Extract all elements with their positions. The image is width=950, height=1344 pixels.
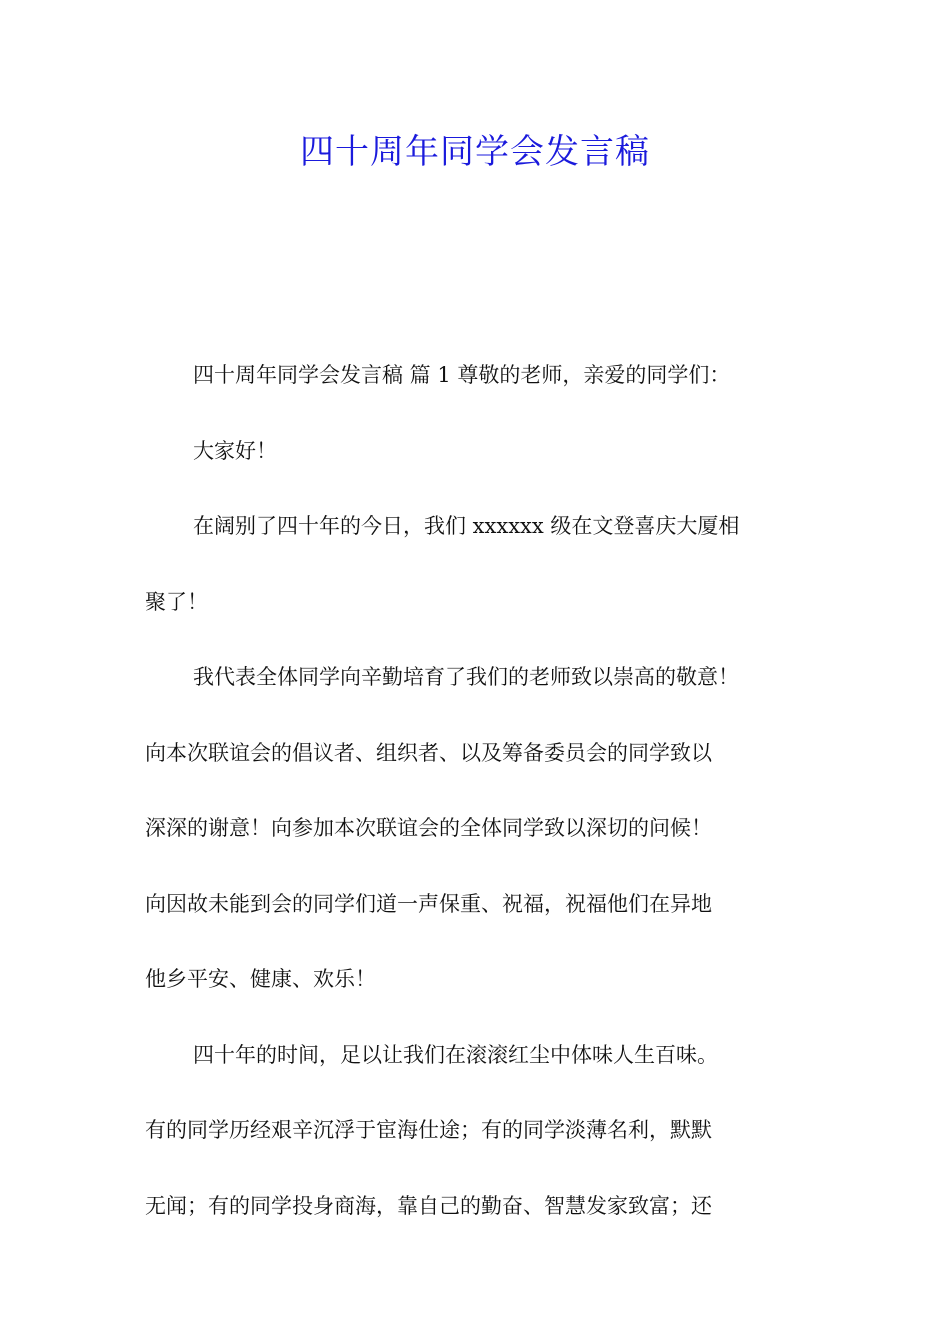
body-line: 我代表全体同学向辛勤培育了我们的老师致以崇高的敬意！ (193, 665, 739, 689)
body-line: 向因故未能到会的同学们道一声保重、祝福，祝福他们在异地 (145, 891, 712, 916)
body-line: 在阔别了四十年的今日，我们 xxxxxx 级在文登喜庆大厦相 (193, 514, 740, 538)
body-line: 大家好！ (193, 438, 277, 463)
body-line: 聚了！ (145, 589, 208, 614)
body-line: 无闻；有的同学投身商海，靠自己的勤奋、智慧发家致富；还 (145, 1193, 712, 1218)
body-line: 他乡平安、健康、欢乐！ (145, 967, 376, 991)
document-body (145, 338, 845, 1244)
document-title: 四十周年同学会发言稿 (300, 132, 650, 172)
body-line: 有的同学历经艰辛沉浮于宦海仕途；有的同学淡薄名利，默默 (145, 1118, 712, 1142)
body-line: 四十周年同学会发言稿 篇 1 尊敬的老师，亲爱的同学们： (193, 363, 731, 387)
body-line: 向本次联谊会的倡议者、组织者、以及筹备委员会的同学致以 (145, 740, 712, 765)
body-line: 四十年的时间，足以让我们在滚滚红尘中体味人生百味。 (193, 1042, 718, 1067)
body-line: 深深的谢意！向参加本次联谊会的全体同学致以深切的问候！ (145, 816, 712, 840)
